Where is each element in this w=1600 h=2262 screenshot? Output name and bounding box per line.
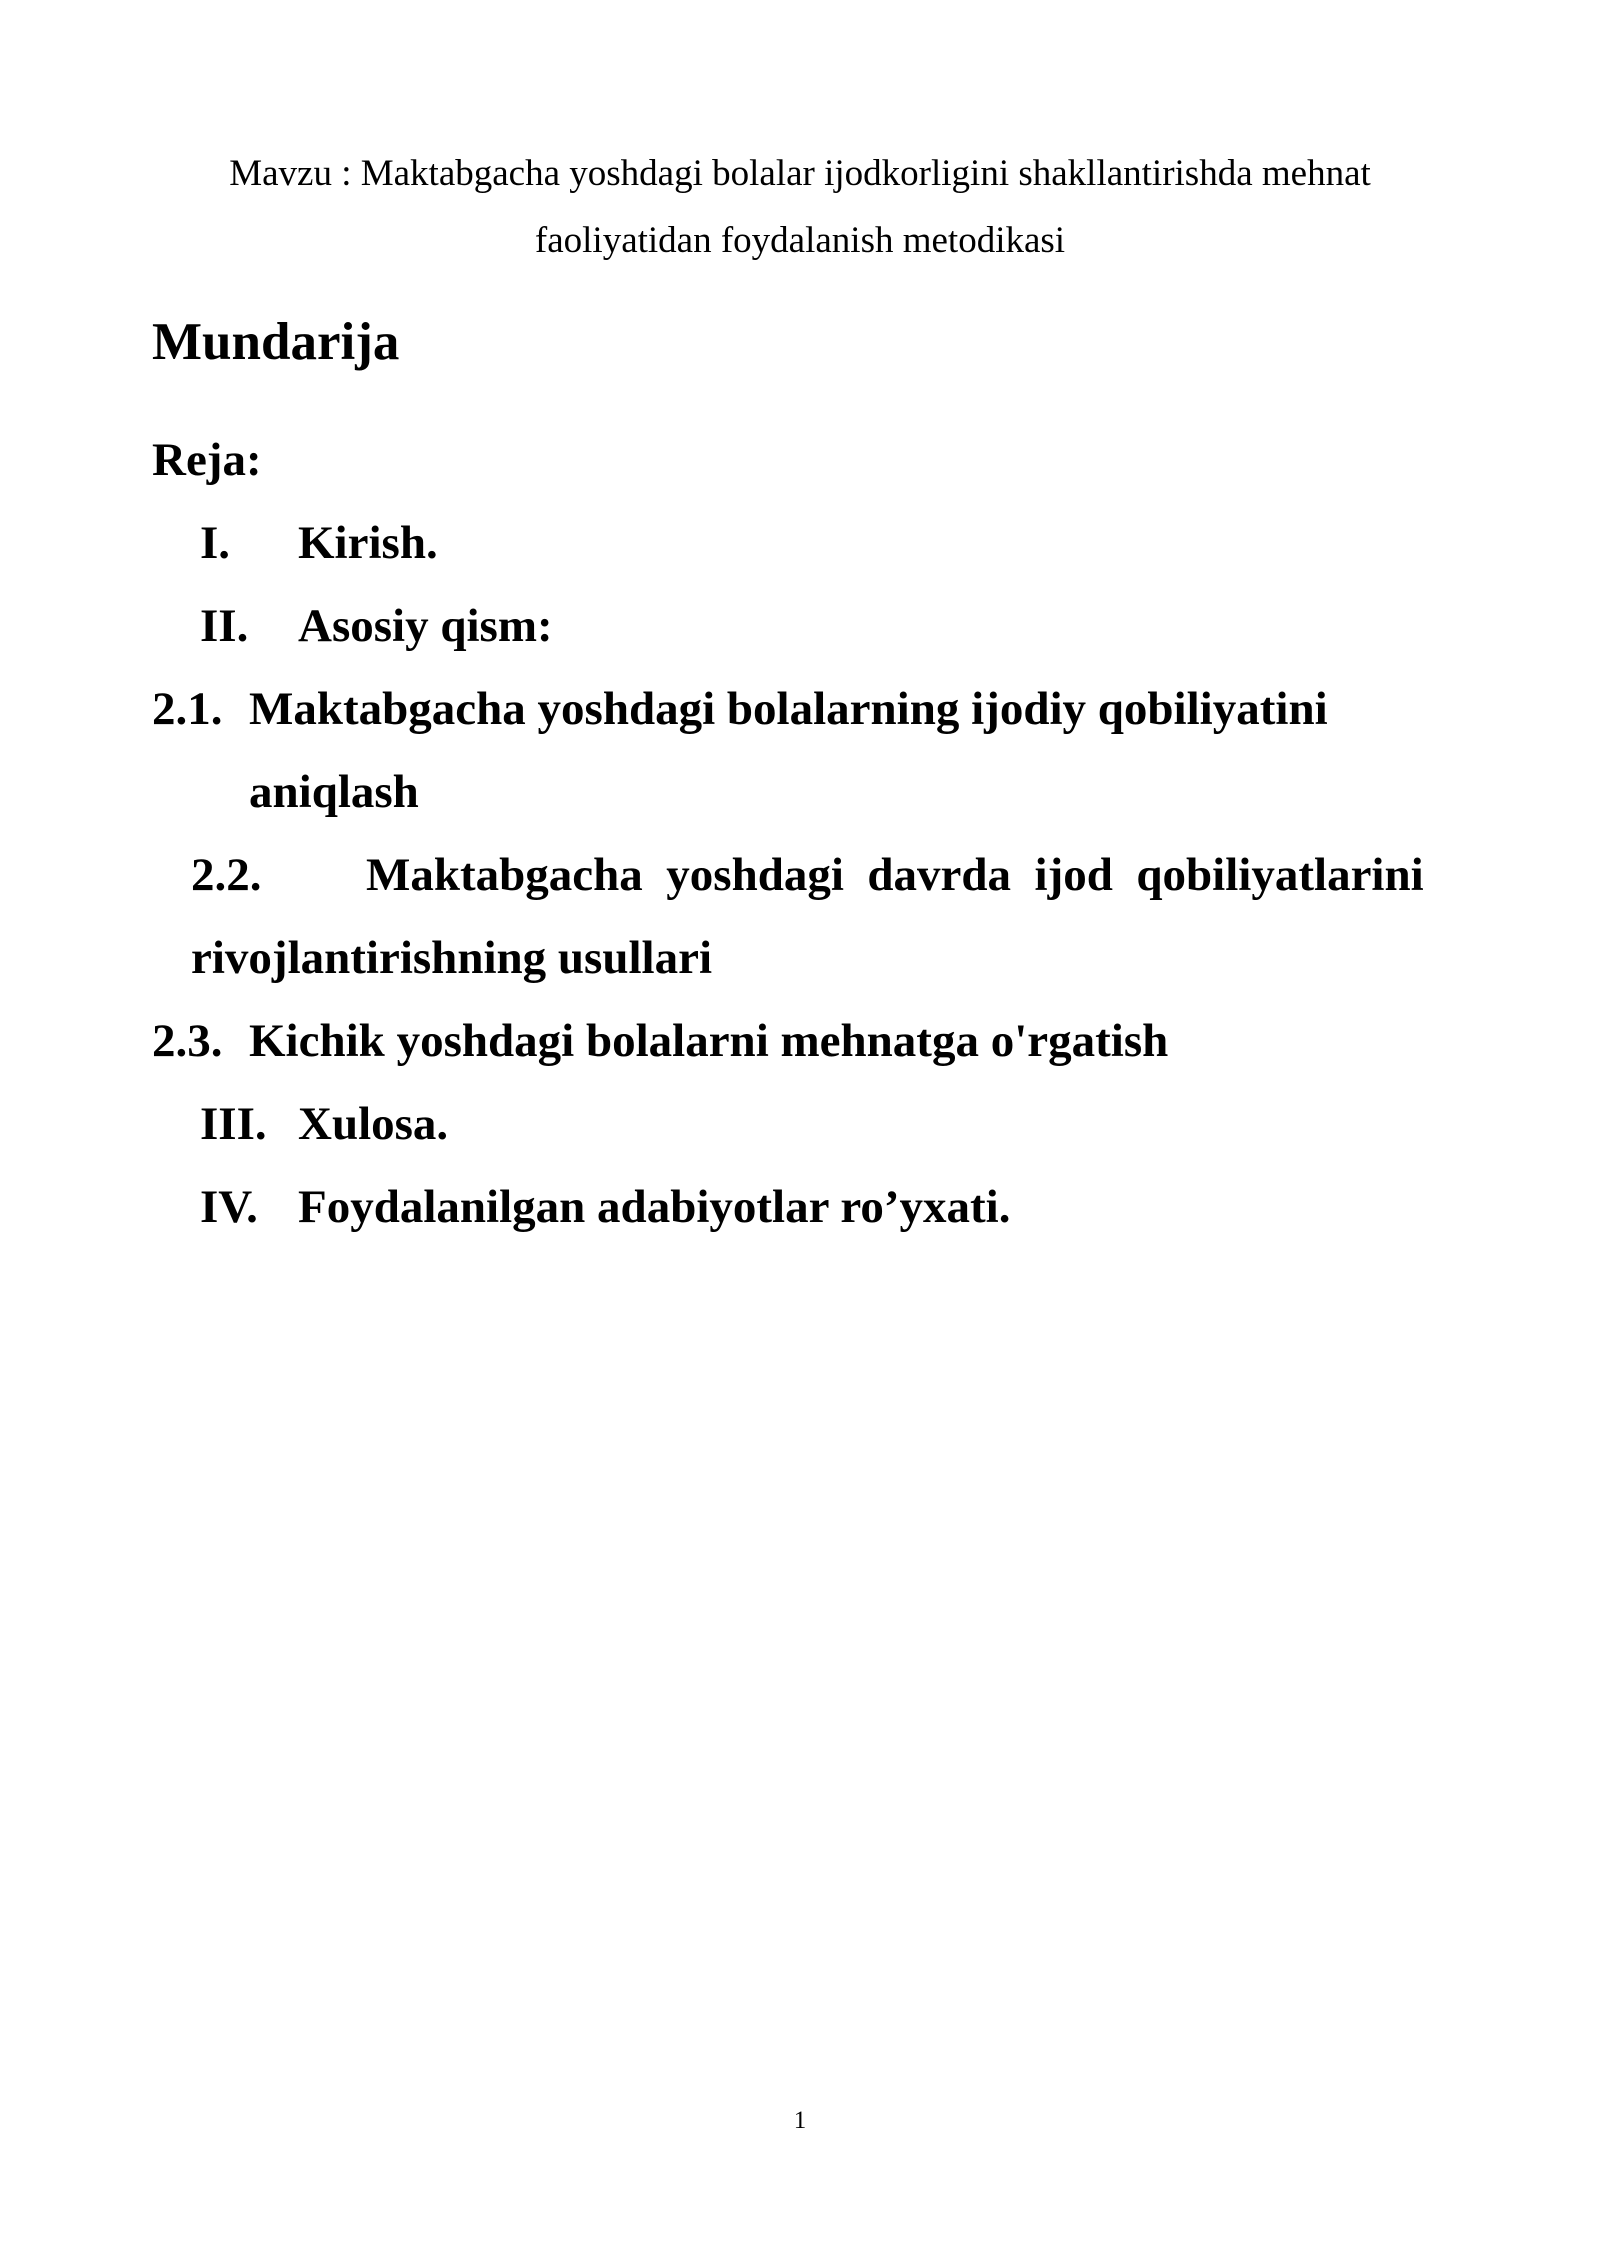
toc-text: Maktabgacha yoshdagi davrda ijod qobiliyatlarini — [366, 849, 1424, 901]
toc-text-continuation: aniqlash — [249, 766, 419, 818]
toc-text-continuation: rivojlantirishning usullari — [191, 932, 713, 984]
toc-item-2-2-cont — [0, 932, 1600, 985]
toc-item-2 — [0, 600, 1600, 653]
contents-heading: Mundarija — [152, 313, 400, 371]
toc-number: I. — [200, 517, 231, 569]
toc-text: Kirish. — [298, 517, 438, 569]
toc-text: Asosiy qism: — [298, 600, 553, 652]
toc-item-2-3 — [0, 1015, 1600, 1068]
toc-text: Foydalanilgan adabiyotlar ro’yxati. — [298, 1181, 1011, 1233]
toc-item-2-1-cont — [0, 766, 1600, 819]
toc-number: 2.3. — [152, 1015, 223, 1067]
toc-item-3 — [0, 1098, 1600, 1151]
toc-number: II. — [200, 600, 249, 652]
plan-label: Reja: — [152, 434, 262, 486]
topic-title-line-1: Mavzu : Maktabgacha yoshdagi bolalar ijodkorligini shakllantirishda mehnat — [229, 153, 1371, 194]
page-number: 1 — [793, 2107, 807, 2134]
toc-text: Kichik yoshdagi bolalarni mehnatga o'rgatish — [249, 1015, 1169, 1067]
toc-item-4 — [0, 1181, 1600, 1234]
toc-item-1 — [0, 517, 1600, 570]
toc-item-2-1 — [0, 683, 1600, 736]
toc-number: IV. — [200, 1181, 258, 1233]
topic-title-line-2: faoliyatidan foydalanish metodikasi — [534, 220, 1066, 261]
toc-number: 2.2. — [191, 849, 262, 901]
toc-text: Xulosa. — [298, 1098, 449, 1150]
toc-number: III. — [200, 1098, 267, 1150]
toc-number: 2.1. — [152, 683, 223, 735]
toc-text: Maktabgacha yoshdagi bolalarning ijodiy qobiliyatini — [249, 683, 1328, 735]
toc-item-2-2 — [0, 849, 1600, 902]
